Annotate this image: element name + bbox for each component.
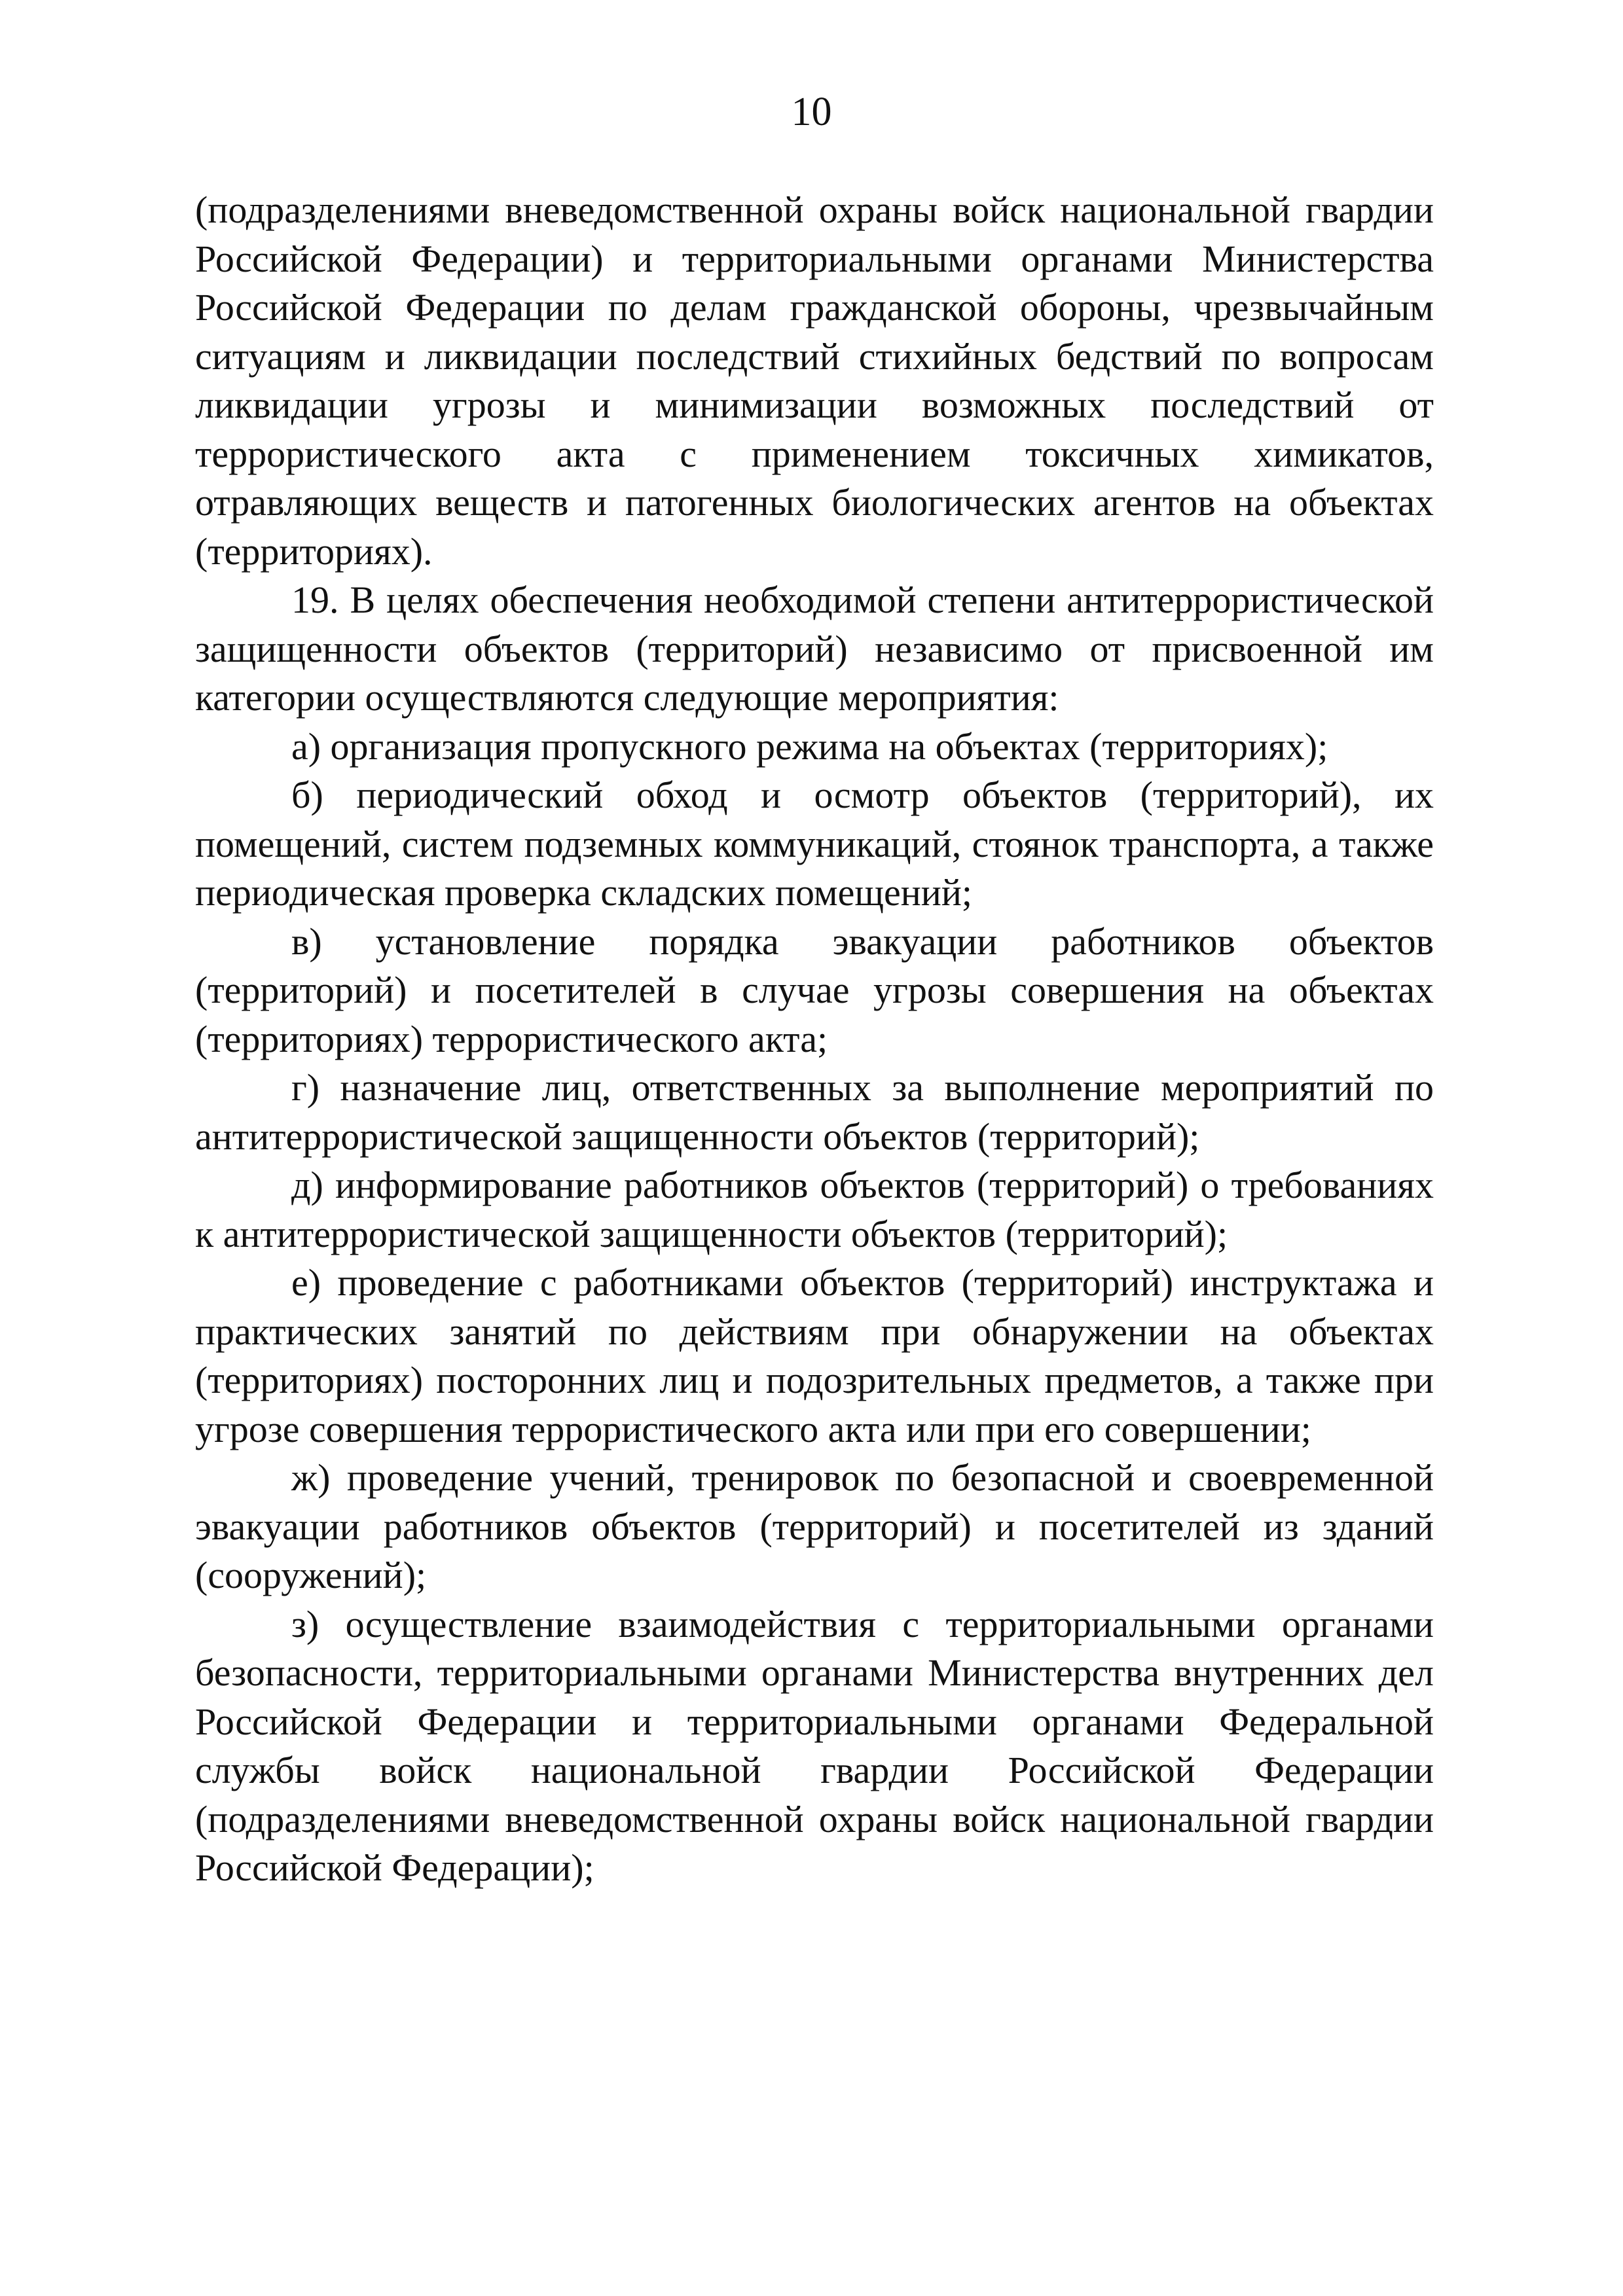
paragraph-subitem-a: а) организация пропускного режима на объектах (территориях); <box>291 725 1328 768</box>
page-number: 10 <box>791 90 832 134</box>
paragraph-subitem-b: б) периодический обход и осмотр объектов (территорий), их помещений, систем подземных коммуникаций, стоянок транспорта, а также периодическая проверка складских помещений; <box>195 774 1434 914</box>
paragraph-subitem-e: е) проведение с работниками объектов (территорий) инструктажа и практических занятий по действиям при обнаружении на объектах (территориях) посторонних лиц и подозрительных предметов, а также при угрозе совершения террористического акта или при его совершении; <box>195 1261 1434 1450</box>
paragraph-subitem-z: з) осуществление взаимодействия с территориальными органами безопасности, территориальными органами Министерства внутренних дел Российской Федерации и территориальными органами Федеральной службы войск национальной гвардии Российской Федерации (подразделениями вневедомственной охраны войск национальной гвардии Российской Федерации); <box>195 1602 1434 1889</box>
paragraph-item-19: 19. В целях обеспечения необходимой степени антитеррористической защищенности объектов (территорий) независимо от присвоенной им категории осуществляются следующие мероприятия: <box>195 579 1434 719</box>
paragraph-subitem-d: д) информирование работников объектов (территорий) о требованиях к антитеррористической защищенности объектов (территорий); <box>195 1164 1434 1255</box>
paragraph-subitem-v: в) установление порядка эвакуации работников объектов (территорий) и посетителей в случае угрозы совершения на объектах (территориях) террористического акта; <box>195 920 1434 1060</box>
document-body <box>195 186 1434 1893</box>
paragraph-continuation: (подразделениями вневедомственной охраны войск национальной гвардии Российской Федерации) и территориальными органами Министерства Российской Федерации по делам гражданской обороны, чрезвычайным ситуациям и ликвидации последствий стихийных бедствий по вопросам ликвидации угрозы и минимизации возможных последствий от террористического акта с применением токсичных химикатов, отравляющих веществ и патогенных биологических агентов на объектах (территориях). <box>195 188 1434 573</box>
paragraph-subitem-g: г) назначение лиц, ответственных за выполнение мероприятий по антитеррористической защищенности объектов (территорий); <box>195 1066 1434 1158</box>
paragraph-subitem-zh: ж) проведение учений, тренировок по безопасной и своевременной эвакуации работников объектов (территорий) и посетителей из зданий (сооружений); <box>195 1456 1434 1596</box>
